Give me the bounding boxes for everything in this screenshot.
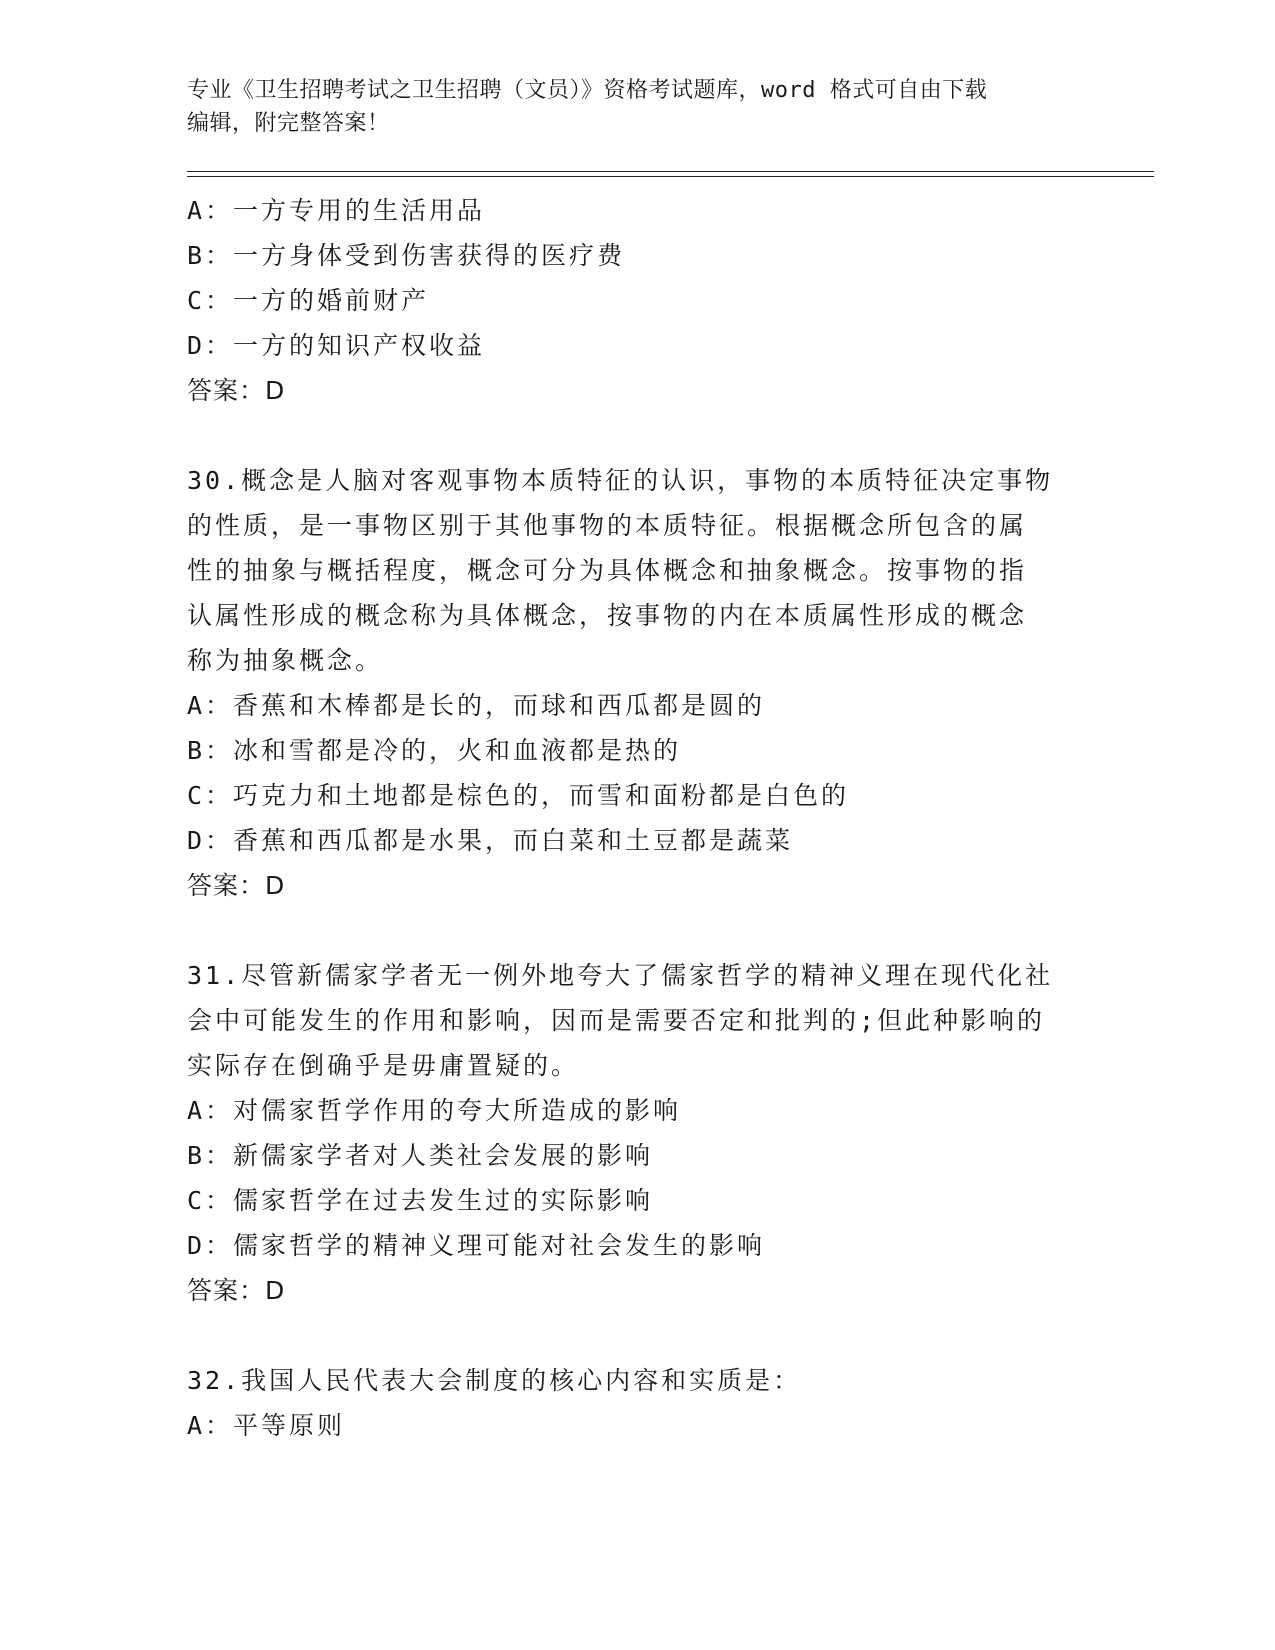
header-rule-bottom xyxy=(187,176,1154,177)
option-c: C：巧克力和土地都是棕色的，而雪和面粉都是白色的 xyxy=(187,781,850,810)
spacer xyxy=(187,1313,1087,1358)
question-29 xyxy=(187,188,1087,413)
spacer xyxy=(187,413,1087,458)
option-a: A：对儒家哲学作用的夸大所造成的影响 xyxy=(187,1096,682,1125)
question-stem-line: 认属性形成的概念称为具体概念，按事物的内在本质属性形成的概念 xyxy=(187,601,1028,630)
option-a: A：一方专用的生活用品 xyxy=(187,196,486,225)
question-stem-line: 32.我国人民代表大会制度的核心内容和实质是： xyxy=(187,1366,802,1395)
answer: 答案：D xyxy=(187,1276,286,1305)
question-stem-line: 30.概念是人脑对客观事物本质特征的认识，事物的本质特征决定事物 xyxy=(187,466,1054,495)
answer: 答案：D xyxy=(187,871,286,900)
option-d: D：香蕉和西瓜都是水果，而白菜和土豆都是蔬菜 xyxy=(187,826,794,855)
header-rule-top xyxy=(187,171,1154,172)
header-line-2: 编辑，附完整答案！ xyxy=(187,111,390,136)
option-a: A：香蕉和木棒都是长的，而球和西瓜都是圆的 xyxy=(187,691,766,720)
header-line-1: 专业《卫生招聘考试之卫生招聘（文员）》资格考试题库，word 格式可自由下载 xyxy=(187,78,988,103)
option-b: B：冰和雪都是冷的，火和血液都是热的 xyxy=(187,736,682,765)
question-stem-line: 称为抽象概念。 xyxy=(187,646,384,675)
question-stem-line: 性的抽象与概括程度，概念可分为具体概念和抽象概念。按事物的指 xyxy=(187,556,1028,585)
question-32 xyxy=(187,1358,1087,1448)
question-30 xyxy=(187,458,1087,908)
option-d: D：一方的知识产权收益 xyxy=(187,331,486,360)
question-stem-line: 实际存在倒确乎是毋庸置疑的。 xyxy=(187,1051,580,1080)
spacer xyxy=(187,908,1087,953)
option-c: C：一方的婚前财产 xyxy=(187,286,430,315)
question-stem-line: 的性质，是一事物区别于其他事物的本质特征。根据概念所包含的属 xyxy=(187,511,1028,540)
document-header xyxy=(187,74,1087,140)
option-c: C：儒家哲学在过去发生过的实际影响 xyxy=(187,1186,654,1215)
option-d: D：儒家哲学的精神义理可能对社会发生的影响 xyxy=(187,1231,766,1260)
option-a: A：平等原则 xyxy=(187,1411,346,1440)
question-stem-line: 31.尽管新儒家学者无一例外地夸大了儒家哲学的精神义理在现代化社 xyxy=(187,961,1054,990)
option-b: B：新儒家学者对人类社会发展的影响 xyxy=(187,1141,654,1170)
answer: 答案：D xyxy=(187,376,286,405)
option-b: B：一方身体受到伤害获得的医疗费 xyxy=(187,241,626,270)
question-list xyxy=(187,188,1087,1448)
question-stem-line: 会中可能发生的作用和影响，因而是需要否定和批判的;但此种影响的 xyxy=(187,1006,1046,1035)
question-31 xyxy=(187,953,1087,1313)
